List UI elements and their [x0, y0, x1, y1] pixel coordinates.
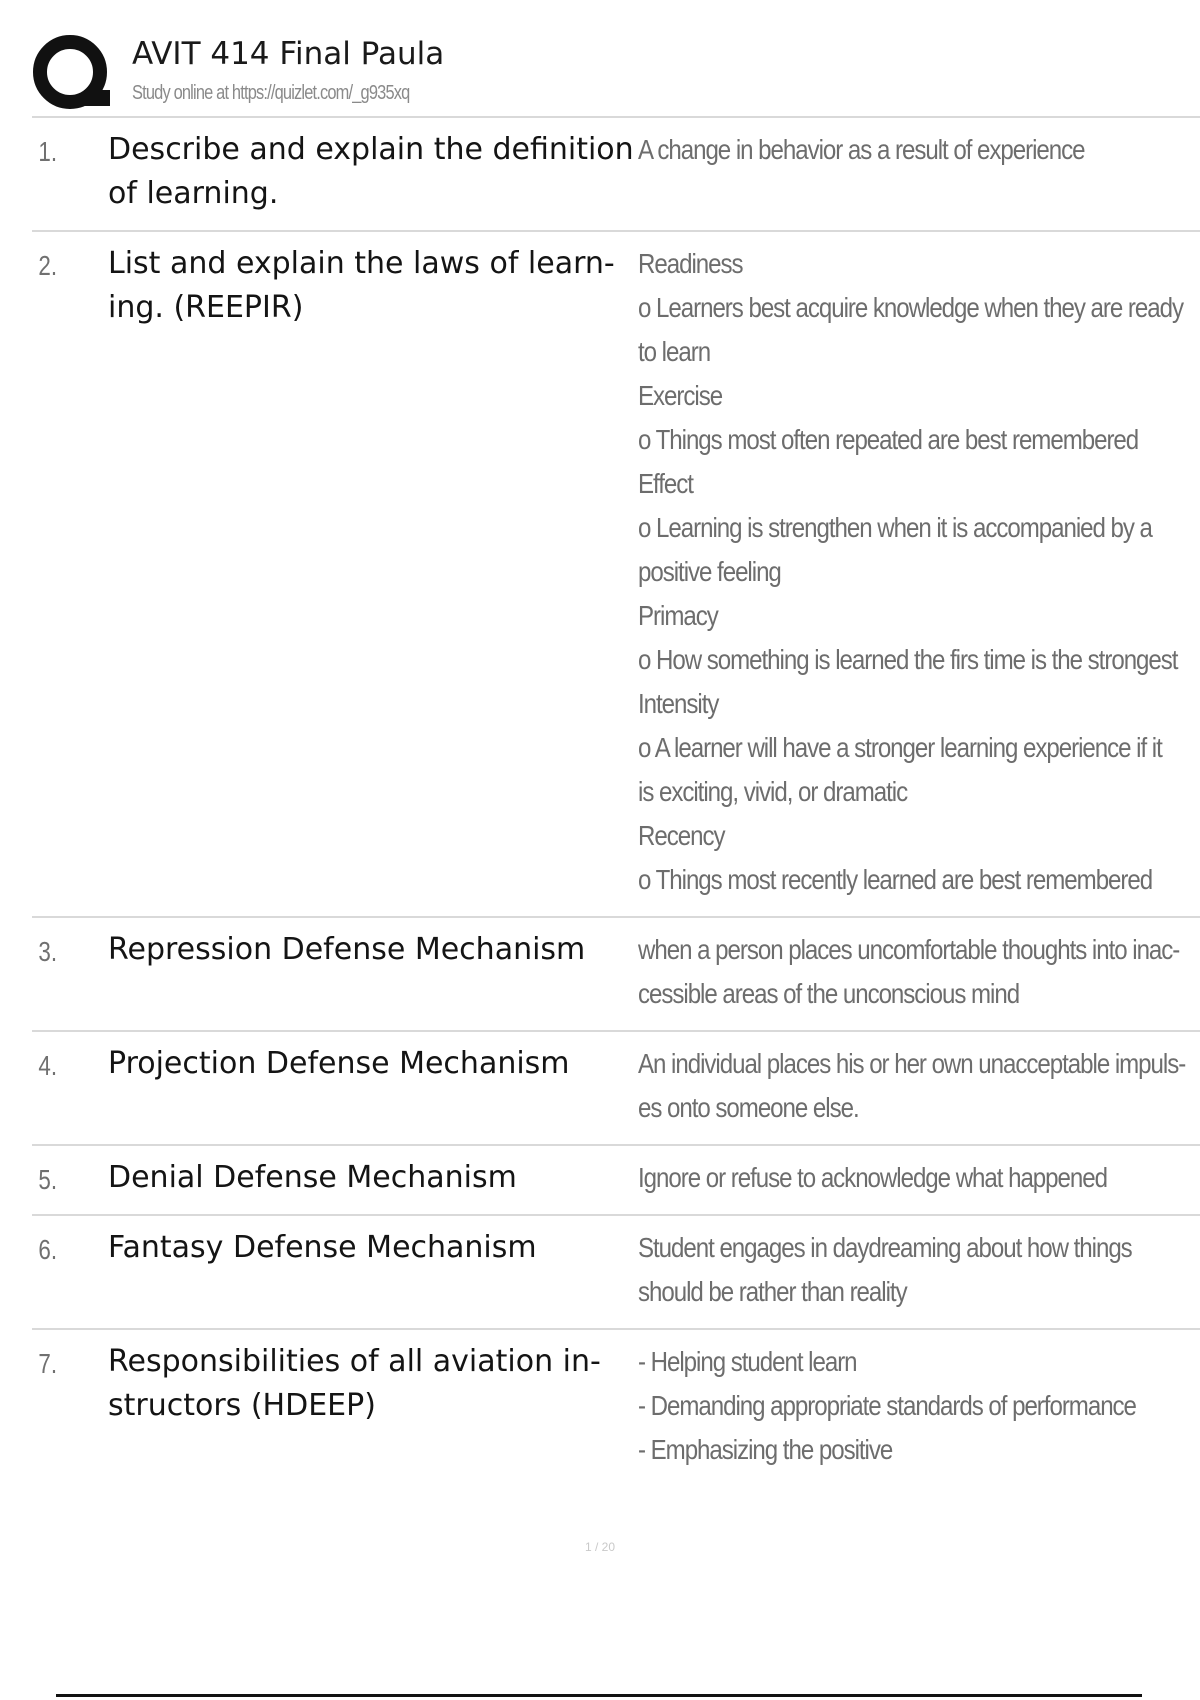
card-term — [108, 242, 638, 902]
card-term: Fantasy Defense Mechanism — [108, 1230, 537, 1265]
card-number: 5. — [38, 1164, 58, 1195]
card-number: 6. — [38, 1234, 58, 1265]
definition-line: Readiness — [638, 248, 743, 279]
definition-line: - Emphasizing the positive — [638, 1434, 893, 1465]
definition-line: o Things most often repeated are best remembered — [638, 424, 1139, 455]
definition-line: Effect — [638, 468, 693, 499]
card-definition — [638, 1226, 1132, 1314]
card-definition — [638, 928, 1180, 1016]
card-number: 1. — [38, 136, 58, 167]
set-title: AVIT 414 Final Paula — [132, 36, 445, 72]
definition-line: Intensity — [638, 688, 719, 719]
definition-line: o A learner will have a stronger learning experience if it — [638, 732, 1162, 763]
definition-line: es onto someone else. — [638, 1092, 859, 1123]
definition-line: o Things most recently learned are best remembered — [638, 864, 1153, 895]
card-number: 4. — [38, 1050, 58, 1081]
card-definition — [638, 242, 1184, 902]
card-number: 2. — [38, 250, 58, 281]
card-definition — [638, 1340, 1136, 1472]
flashcard-list — [32, 118, 1200, 1486]
card-number: 3. — [38, 936, 58, 967]
card-term: Responsibilities of all aviation in-structors (HDEEP) — [108, 1344, 601, 1423]
flashcard-row — [32, 1146, 1200, 1216]
definition-line: Student engages in daydreaming about how things — [638, 1232, 1132, 1263]
study-online-link[interactable]: Study online at https://quizlet.com/_g935xq — [132, 82, 410, 104]
definition-line: Recency — [638, 820, 725, 851]
flashcard-row — [32, 1032, 1200, 1146]
card-term: Repression Defense Mechanism — [108, 932, 586, 967]
flashcard-row — [32, 118, 1200, 232]
definition-line: o How something is learned the firs time is the strongest — [638, 644, 1178, 675]
page-number: 1 / 20 — [584, 1540, 616, 1554]
definition-line: Exercise — [638, 380, 723, 411]
page-header — [32, 30, 1200, 116]
definition-line: A change in behavior as a result of experience — [638, 134, 1085, 165]
card-definition — [638, 1156, 1121, 1200]
definition-line: Ignore or refuse to acknowledge what happened — [638, 1162, 1107, 1193]
definition-line: - Demanding appropriate standards of performance — [638, 1390, 1136, 1421]
definition-line: should be rather than reality — [638, 1276, 907, 1307]
definition-line: - Helping student learn — [638, 1346, 857, 1377]
flashcard-row — [32, 1330, 1200, 1486]
card-number: 7. — [38, 1348, 58, 1379]
definition-line: when a person places uncomfortable thoughts into inac- — [638, 934, 1180, 965]
definition-line: Primacy — [638, 600, 718, 631]
card-term: Describe and explain the definition of learning. — [108, 132, 634, 211]
card-term: Projection Defense Mechanism — [108, 1046, 570, 1081]
card-term: Denial Defense Mechanism — [108, 1160, 517, 1195]
definition-line: is exciting, vivid, or dramatic — [638, 776, 908, 807]
flashcard-row — [32, 1216, 1200, 1330]
definition-line: cessible areas of the unconscious mind — [638, 978, 1020, 1009]
definition-line: o Learning is strengthen when it is accompanied by a — [638, 512, 1152, 543]
card-term-text: List and explain the laws of learn-ing. (REEPIR) — [108, 246, 615, 325]
page-bottom-rule — [56, 1694, 1142, 1697]
definition-line: o Learners best acquire knowledge when they are ready — [638, 292, 1184, 323]
card-definition — [638, 128, 1121, 216]
definition-line: An individual places his or her own unacceptable impuls- — [638, 1048, 1186, 1079]
quizlet-logo — [32, 34, 114, 116]
definition-line: to learn — [638, 336, 711, 367]
definition-line: positive feeling — [638, 556, 781, 587]
flashcard-row — [32, 232, 1200, 918]
card-definition — [638, 1042, 1186, 1130]
flashcard-row — [32, 918, 1200, 1032]
